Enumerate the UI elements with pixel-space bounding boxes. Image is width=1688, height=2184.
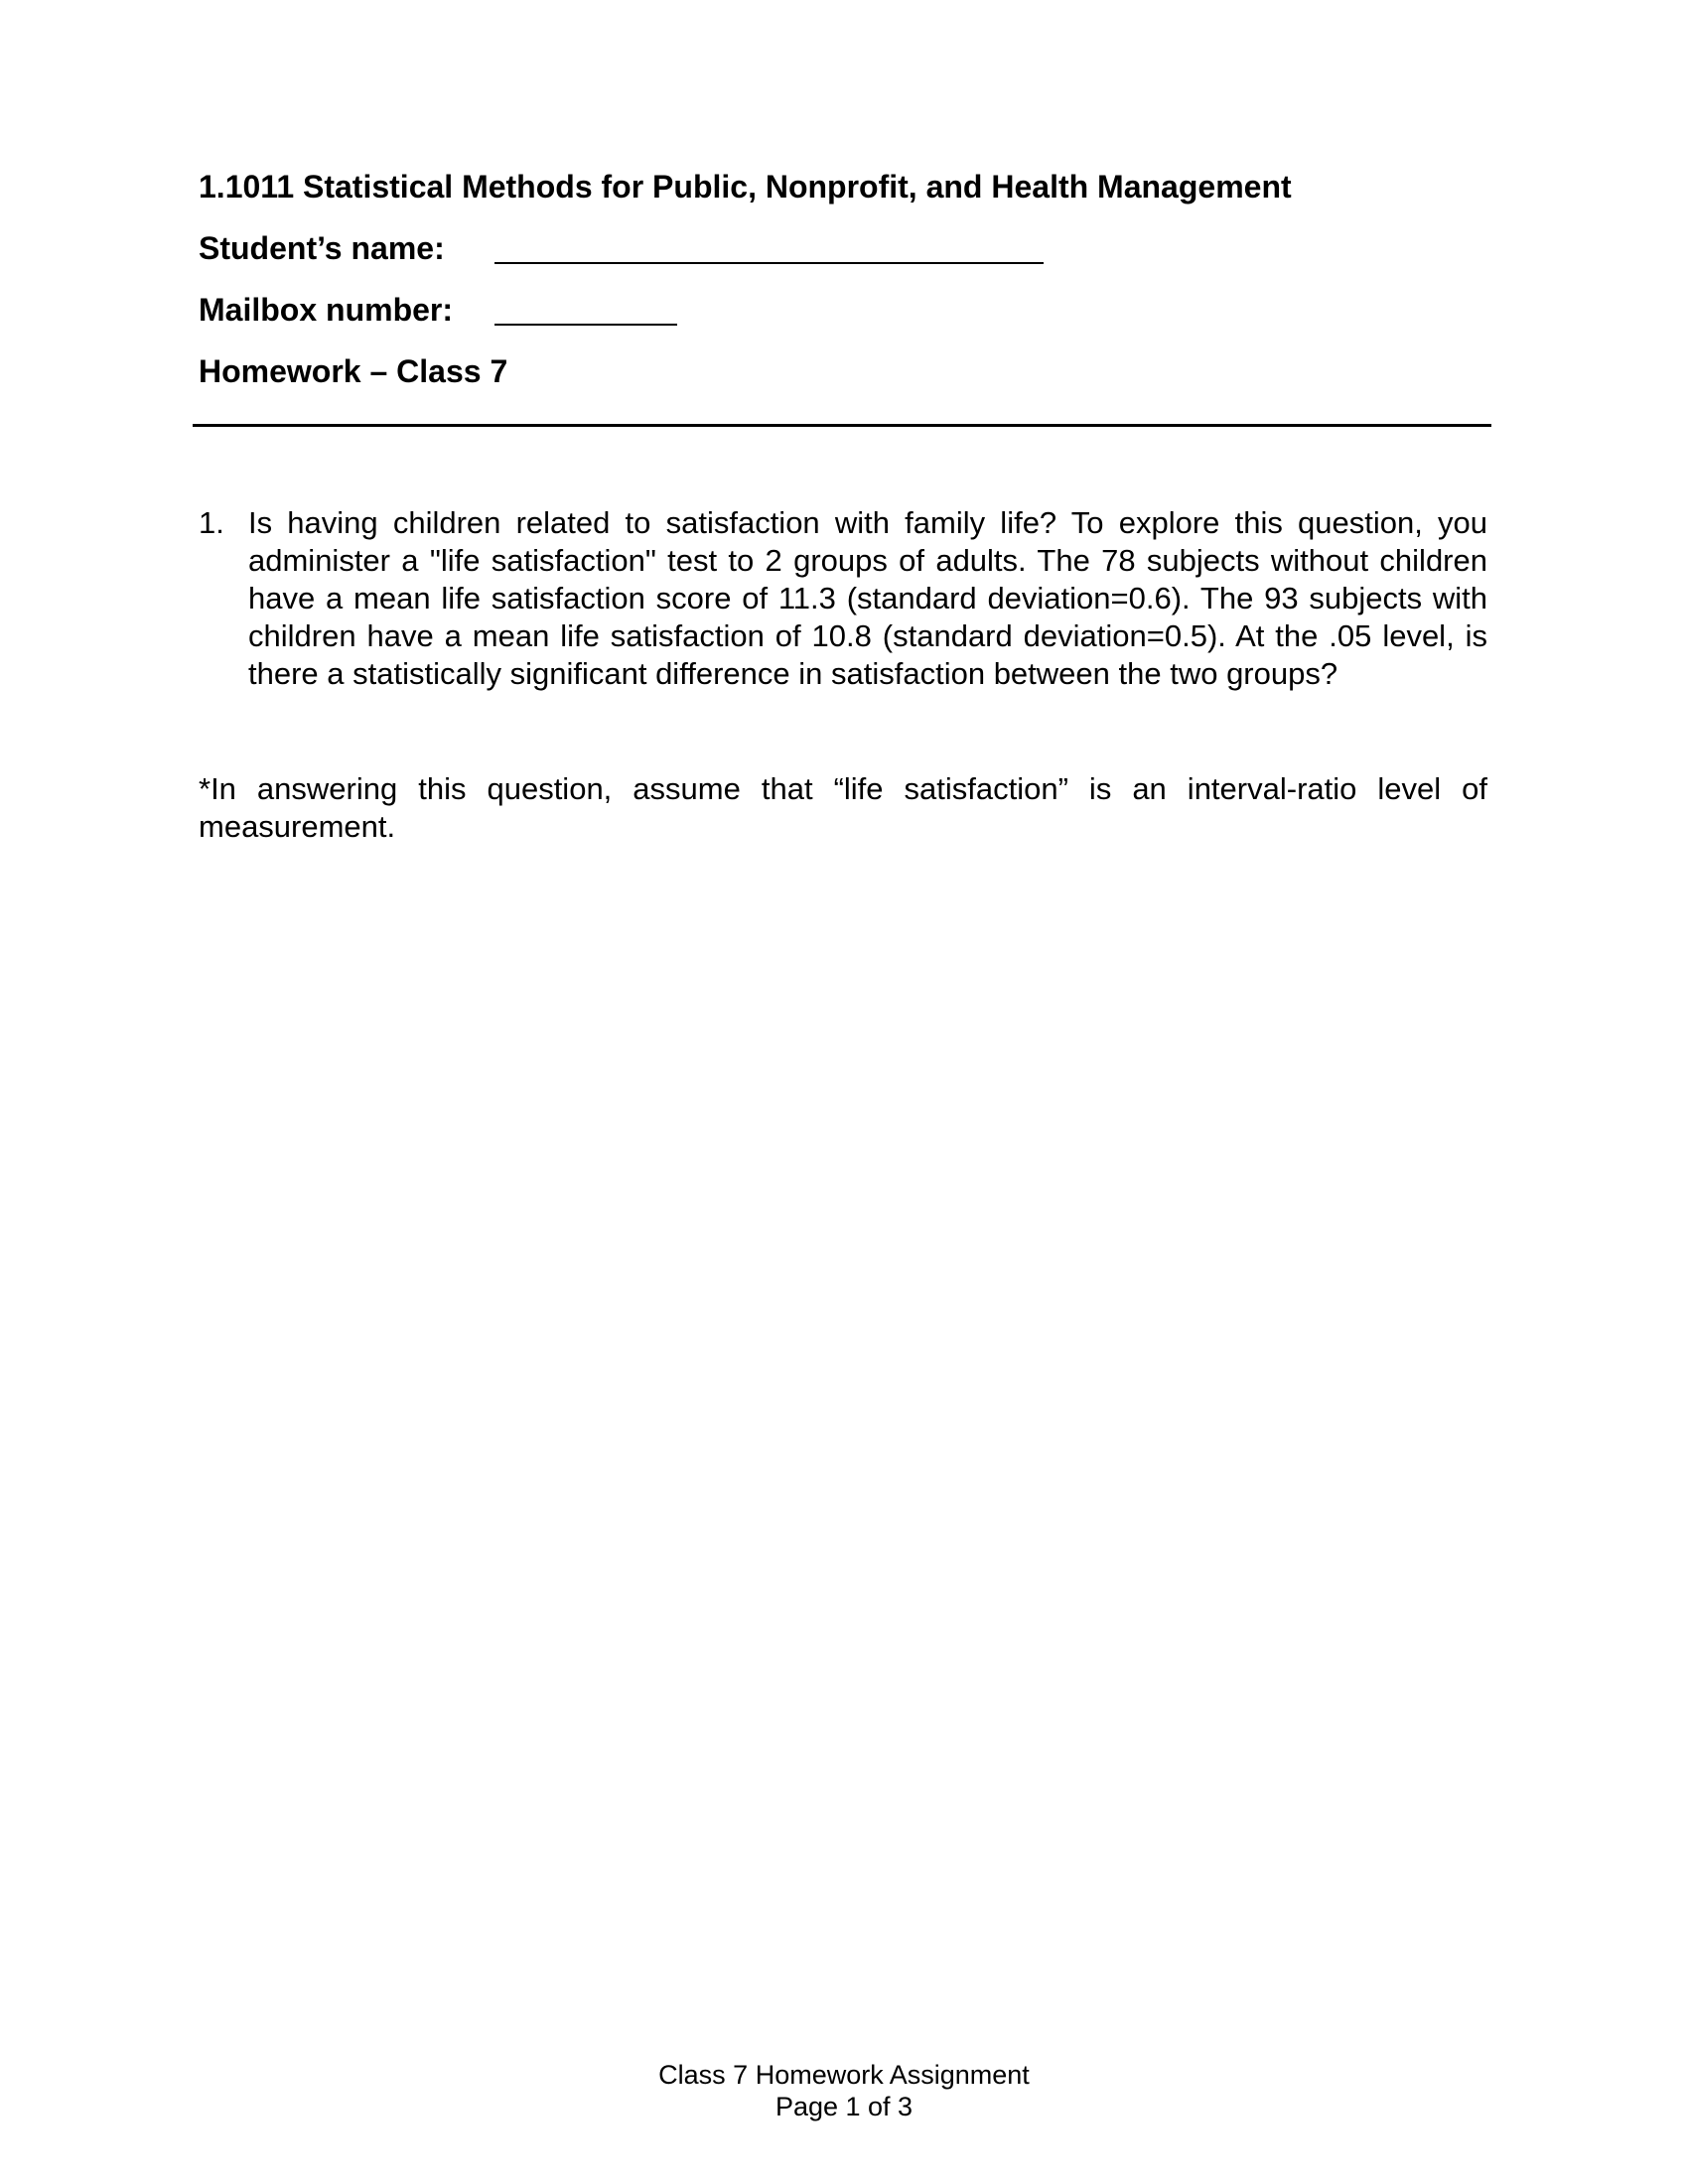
student-name-blank: [494, 232, 1044, 264]
header-block: [199, 167, 1489, 391]
question-text: Is having children related to satisfaction with family life? To explore this question, you administer a "life satisfaction" test to 2 groups of adults. The 78 subjects without children have a mean life satisfaction score of 11.3 (standard deviation=0.6). The 93 subjects with children have a mean life satisfaction of 10.8 (standard deviation=0.5). At the .05 level, is there a statistically significant difference in satisfaction between the two groups?: [248, 505, 1487, 691]
footer-title: Class 7 Homework Assignment: [658, 2060, 1030, 2090]
mailbox-row: [199, 290, 1489, 330]
question-item: [199, 504, 1487, 693]
student-name-row: [199, 228, 1489, 268]
course-title: 1.1011 Statistical Methods for Public, Nonprofit, and Health Management: [199, 169, 1292, 205]
question-number: 1.: [199, 505, 224, 540]
mailbox-label: Mailbox number:: [199, 292, 454, 328]
page-footer: [0, 2059, 1688, 2122]
mailbox-blank: [494, 294, 677, 326]
page-number: Page 1 of 3: [774, 2092, 914, 2121]
student-name-label: Student’s name:: [199, 230, 445, 266]
header-divider: [193, 424, 1491, 427]
assumption-note: *In answering this question, assume that “life satisfaction” is an interval-ratio level of measurement.: [199, 771, 1487, 844]
homework-title: Homework – Class 7: [199, 353, 508, 389]
